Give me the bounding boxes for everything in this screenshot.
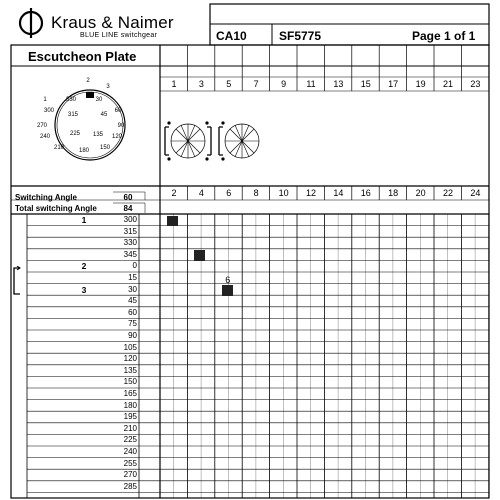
contact-symbol-1 xyxy=(161,117,215,165)
dial-label: 315 xyxy=(67,112,78,118)
terminal-label: 5 xyxy=(226,79,232,89)
position-label: 2 xyxy=(81,261,87,272)
angle-label: 120 xyxy=(123,354,137,364)
dial-label: 120 xyxy=(111,134,122,140)
contact-symbol-2 xyxy=(215,117,269,165)
switching-angle-value: 60 xyxy=(123,193,133,202)
dial-label: 225 xyxy=(69,131,80,137)
angle-label: 105 xyxy=(123,342,137,352)
angle-label: 165 xyxy=(123,389,137,398)
drawing-number: SF5775 xyxy=(279,29,322,43)
terminal-label: 12 xyxy=(305,188,316,198)
terminal-label: 11 xyxy=(306,79,316,89)
closed-contact-mark xyxy=(194,250,205,261)
terminal-label: 20 xyxy=(415,188,426,198)
angle-label: 300 xyxy=(123,215,137,224)
total-angle-label: Total switching Angle xyxy=(15,204,97,213)
dial-label: 150 xyxy=(99,145,110,151)
angle-label: 210 xyxy=(123,423,137,433)
dial-label: 330 xyxy=(65,97,76,103)
angle-label: 60 xyxy=(128,307,137,317)
brand-logo-icon xyxy=(14,6,48,40)
dial-label: 60 xyxy=(114,108,122,114)
angle-label: 240 xyxy=(123,447,137,456)
terminal-label: 9 xyxy=(281,79,287,89)
page-indicator: Page 1 of 1 xyxy=(412,29,476,43)
angle-label: 180 xyxy=(123,400,137,410)
angle-label: 270 xyxy=(123,470,137,480)
terminal-label: 18 xyxy=(388,188,399,198)
dial-label: 240 xyxy=(39,134,50,140)
terminal-label: 3 xyxy=(198,79,204,89)
dial-label: 45 xyxy=(100,112,108,118)
angle-label: 315 xyxy=(123,226,137,236)
terminal-label: 14 xyxy=(333,188,344,198)
terminal-label: 21 xyxy=(442,79,453,89)
brand-name: Kraus & Naimer xyxy=(51,13,174,32)
dial-label: 1 xyxy=(43,97,47,103)
model-code: CA10 xyxy=(216,29,247,43)
terminal-label: 13 xyxy=(333,79,344,89)
terminal-label: 1 xyxy=(171,79,177,89)
dial-label: 180 xyxy=(78,148,89,154)
switching-angle-label: Switching Angle xyxy=(15,193,77,202)
total-angle-value: 84 xyxy=(123,204,133,213)
angle-label: 135 xyxy=(123,365,137,375)
position-label: 1 xyxy=(81,215,87,225)
angle-label: 195 xyxy=(123,412,137,422)
position-label: 3 xyxy=(81,284,87,295)
terminal-label: 6 xyxy=(226,188,232,198)
dial-label: 270 xyxy=(36,123,47,129)
closed-contact-mark xyxy=(222,285,233,296)
dial-label: 3 xyxy=(106,84,110,90)
angle-label: 15 xyxy=(128,273,137,282)
dial-label: 210 xyxy=(53,145,64,151)
terminal-label: 23 xyxy=(470,79,481,89)
terminal-label: 10 xyxy=(278,188,289,198)
terminal-label: 22 xyxy=(442,188,453,198)
brand-subtitle: BLUE LINE switchgear xyxy=(80,32,158,39)
dial-label: 30 xyxy=(95,97,103,103)
angle-label: 30 xyxy=(128,284,137,294)
terminal-label: 15 xyxy=(360,79,371,89)
angle-label: 330 xyxy=(123,238,137,248)
terminal-label: 17 xyxy=(388,79,399,89)
angle-label: 45 xyxy=(128,296,137,306)
dial-label: 135 xyxy=(92,132,103,138)
dial-label: 2 xyxy=(86,78,90,84)
closed-contact-mark xyxy=(167,216,178,227)
terminal-label: 24 xyxy=(470,188,481,198)
terminal-label: 7 xyxy=(253,79,259,89)
angle-label: 75 xyxy=(128,319,137,329)
escutcheon-title: Escutcheon Plate xyxy=(28,49,137,64)
angle-label: 150 xyxy=(123,377,137,387)
terminal-label: 4 xyxy=(198,188,204,198)
dial-label: 90 xyxy=(117,123,125,129)
terminal-label: 19 xyxy=(415,79,426,89)
angle-label: 225 xyxy=(123,435,137,445)
angle-label: 345 xyxy=(123,249,137,259)
angle-label: 285 xyxy=(123,481,137,491)
position-bracket xyxy=(11,266,25,296)
angle-label: 0 xyxy=(132,261,137,271)
terminal-label: 2 xyxy=(171,188,177,198)
closed-contact-label: 6 xyxy=(225,274,231,285)
terminal-label: 16 xyxy=(360,188,371,198)
angle-label: 90 xyxy=(128,331,137,340)
terminal-label: 8 xyxy=(253,188,259,198)
dial-label: 300 xyxy=(43,108,54,114)
angle-label: 255 xyxy=(123,458,137,468)
